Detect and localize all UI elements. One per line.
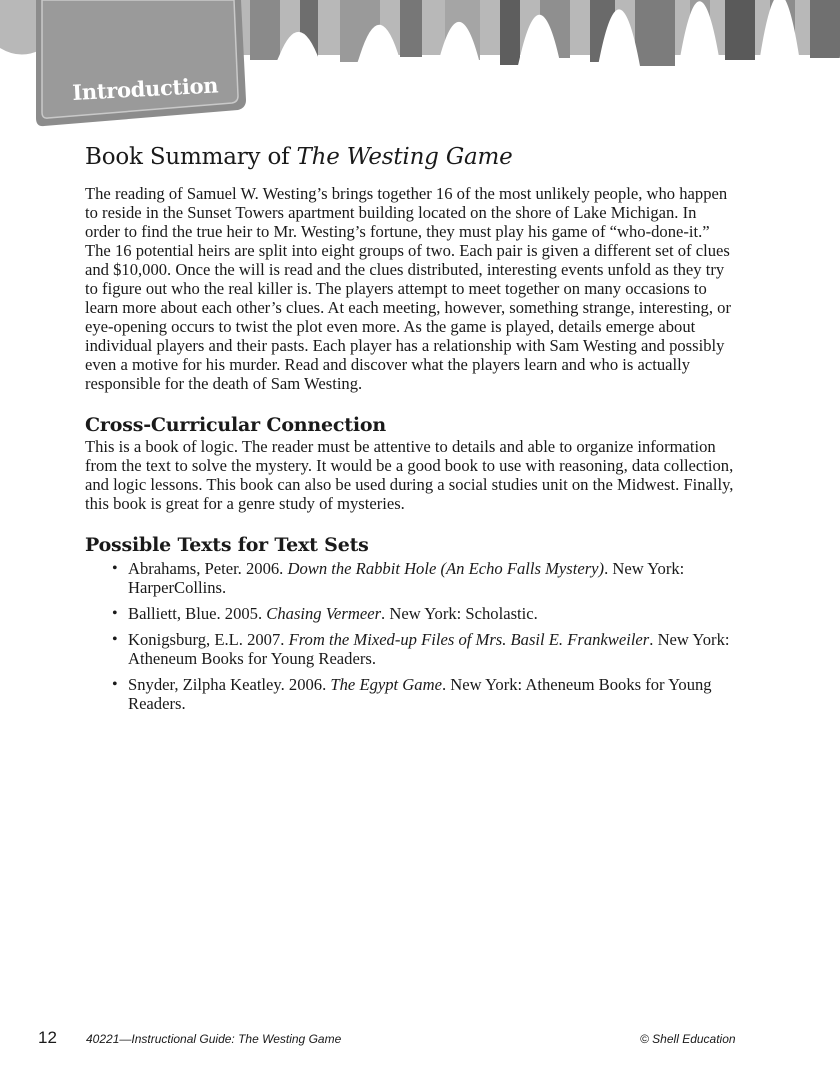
list-item-publisher: . New York: Scholastic. [381, 604, 538, 623]
text-sets-list [85, 559, 735, 713]
list-item [128, 630, 735, 668]
list-item [128, 675, 735, 713]
summary-heading [85, 142, 735, 172]
text-sets-heading: Possible Texts for Text Sets [85, 534, 369, 556]
summary-paragraph: The reading of Samuel W. Westing’s brings together 16 of the most unlikely people, who happen to reside in the Sunset Towers apartment building located on the shore of Lake Michigan. In order to find the true heir to Mr. Westing’s fortune, they must play his game of “who-done-it.” The 16 potential heirs are split into eight groups of two. Each pair is given a different set of clues and $10,000. Once the will is read and the clues distributed, interesting events unfold as they try to figure out who the real killer is. The players attempt to meet together on many occasions to learn more about each other’s clues. At each meeting, however, something strange, interesting, or eye-opening occurs to twist the plot even more. As the game is played, details emerge about individual players and their pasts. Each player has a relationship with Sam Westing and possibly even a motive for his murder. Read and discover what the players learn and who is actually responsible for the death of Sam Westing. [85, 184, 731, 393]
section-label: Introduction [71, 72, 219, 105]
list-item-author: Konigsburg, E.L. 2007. [128, 630, 289, 649]
section-tab [36, 0, 246, 127]
list-item [128, 559, 735, 597]
list-item-title: The Egypt Game [330, 675, 442, 694]
list-item-publisher: . New York: Atheneum Books for Young Readers. [128, 675, 712, 713]
summary-heading-prefix: Book Summary of [85, 144, 297, 170]
cross-curricular-paragraph: This is a book of logic. The reader must be attentive to details and able to organize information from the text to solve the mystery. It would be a good book to use with reasoning, data collection, and logic lessons. This book can also be used during a social studies unit on the Midwest. Finally, this book is great for a genre study of mysteries. [85, 437, 734, 513]
list-item-title: From the Mixed-up Files of Mrs. Basil E. Frankweiler [288, 630, 650, 649]
page-footer [0, 1026, 840, 1052]
cross-curricular-heading: Cross-Curricular Connection [85, 414, 386, 436]
list-item-publisher: . New York: HarperCollins. [128, 559, 685, 597]
summary-heading-book-title: The Westing Game [296, 144, 513, 170]
list-item-author: Abrahams, Peter. 2006. [128, 559, 288, 578]
copyright-notice: © Shell Education [640, 1032, 736, 1046]
page-content [85, 142, 735, 720]
list-item-title: Down the Rabbit Hole (An Echo Falls Mystery) [287, 559, 605, 578]
list-item-title: Chasing Vermeer [266, 604, 382, 623]
guide-reference: 40221—Instructional Guide: The Westing Game [86, 1032, 342, 1046]
list-item-author: Snyder, Zilpha Keatley. 2006. [128, 675, 331, 694]
list-item-publisher: . New York: Atheneum Books for Young Readers. [128, 630, 730, 668]
list-item [128, 604, 735, 623]
page-number: 12 [38, 1028, 57, 1047]
list-item-author: Balliett, Blue. 2005. [128, 604, 267, 623]
